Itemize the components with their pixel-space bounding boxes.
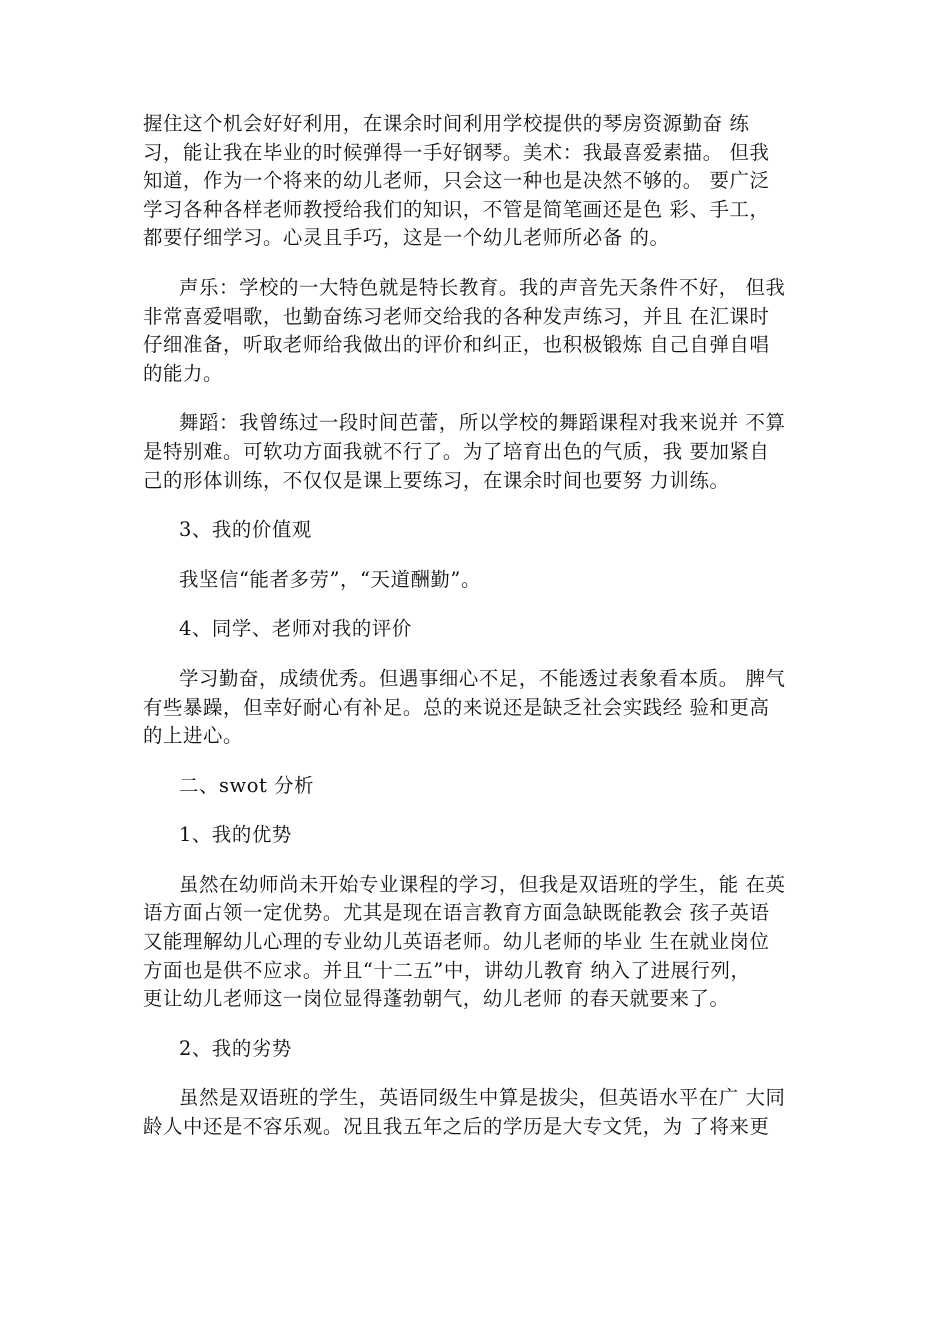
text-line: 非常喜爱唱歌，也勤奋练习老师交给我的各种发声练习，并且 在汇课时 bbox=[143, 304, 770, 328]
section-heading-strengths: 1、我的优势 bbox=[179, 823, 292, 847]
text-line: 方面也是供不应求。并且“十二五”中，讲幼儿教育 纳入了进展行列， bbox=[143, 958, 751, 982]
section-heading-values: 3、我的价值观 bbox=[179, 518, 312, 542]
text-line: 都要仔细学习。心灵且手巧，这是一个幼儿老师所必备 的。 bbox=[143, 226, 670, 250]
text-line: 的能力。 bbox=[143, 361, 223, 385]
text-line: 习，能让我在毕业的时候弹得一手好钢琴。美术：我最喜爱素描。 但我 bbox=[143, 140, 770, 164]
text-line: 学习各种各样老师教授给我们的知识，不管是简笔画还是色 彩、手工， bbox=[143, 197, 770, 221]
text-line: 的上进心。 bbox=[143, 724, 243, 748]
paragraph-arts bbox=[143, 110, 829, 253]
section-heading-weaknesses: 2、我的劣势 bbox=[179, 1036, 292, 1060]
text-line: 更让幼儿老师这一岗位显得蓬勃朝气，幼儿老师 的春天就要来了。 bbox=[143, 987, 730, 1011]
text-line: 我坚信“能者多劳”，“天道酬勤”。 bbox=[179, 567, 481, 591]
paragraph-weaknesses bbox=[143, 1084, 829, 1141]
text-line: 是特别难。可软功方面我就不行了。为了培育出色的气质，我 要加紧自 bbox=[143, 439, 770, 463]
paragraph-dance bbox=[143, 409, 829, 495]
text-line: 仔细准备，听取老师给我做出的评价和纠正，也积极锻炼 自己自弹自唱 bbox=[143, 333, 770, 357]
document-body bbox=[143, 110, 829, 1142]
text-line: 又能理解幼儿心理的专业幼儿英语老师。幼儿老师的毕业 生在就业岗位 bbox=[143, 930, 770, 954]
text-line: 知道，作为一个将来的幼儿老师，只会这一种也是决然不够的。 要广泛 bbox=[143, 169, 770, 193]
text-line: 龄人中还是不容乐观。况且我五年之后的学历是大专文凭，为 了将来更 bbox=[143, 1115, 770, 1139]
text-line: 有些暴躁，但幸好耐心有补足。总的来说还是缺乏社会实践经 验和更高 bbox=[143, 695, 770, 719]
paragraph-vocal bbox=[143, 274, 829, 388]
text-line: 握住这个机会好好利用，在课余时间利用学校提供的琴房资源勤奋 练 bbox=[143, 112, 750, 135]
paragraph-values bbox=[143, 566, 829, 595]
text-line: 学习勤奋，成绩优秀。但遇事细心不足，不能透过表象看本质。 脾气 bbox=[179, 666, 786, 690]
paragraph-strengths bbox=[143, 871, 829, 1014]
text-line: 语方面占领一定优势。尤其是现在语言教育方面急缺既能教会 孩子英语 bbox=[143, 901, 770, 925]
text-line: 己的形体训练，不仅仅是课上要练习，在课余时间也要努 力训练。 bbox=[143, 468, 730, 492]
text-line: 舞蹈：我曾练过一段时间芭蕾，所以学校的舞蹈课程对我来说并 不算 bbox=[179, 411, 786, 435]
section-heading-swot: 二、swot 分析 bbox=[179, 773, 315, 797]
section-heading-evaluation: 4、同学、老师对我的评价 bbox=[179, 617, 412, 641]
text-line: 虽然在幼师尚未开始专业课程的学习，但我是双语班的学生，能 在英 bbox=[179, 872, 786, 896]
paragraph-evaluation bbox=[143, 665, 829, 751]
text-line: 虽然是双语班的学生，英语同级生中算是拔尖，但英语水平在广 大同 bbox=[179, 1086, 786, 1110]
text-line: 声乐：学校的一大特色就是特长教育。我的声音先天条件不好， 但我 bbox=[179, 275, 786, 299]
